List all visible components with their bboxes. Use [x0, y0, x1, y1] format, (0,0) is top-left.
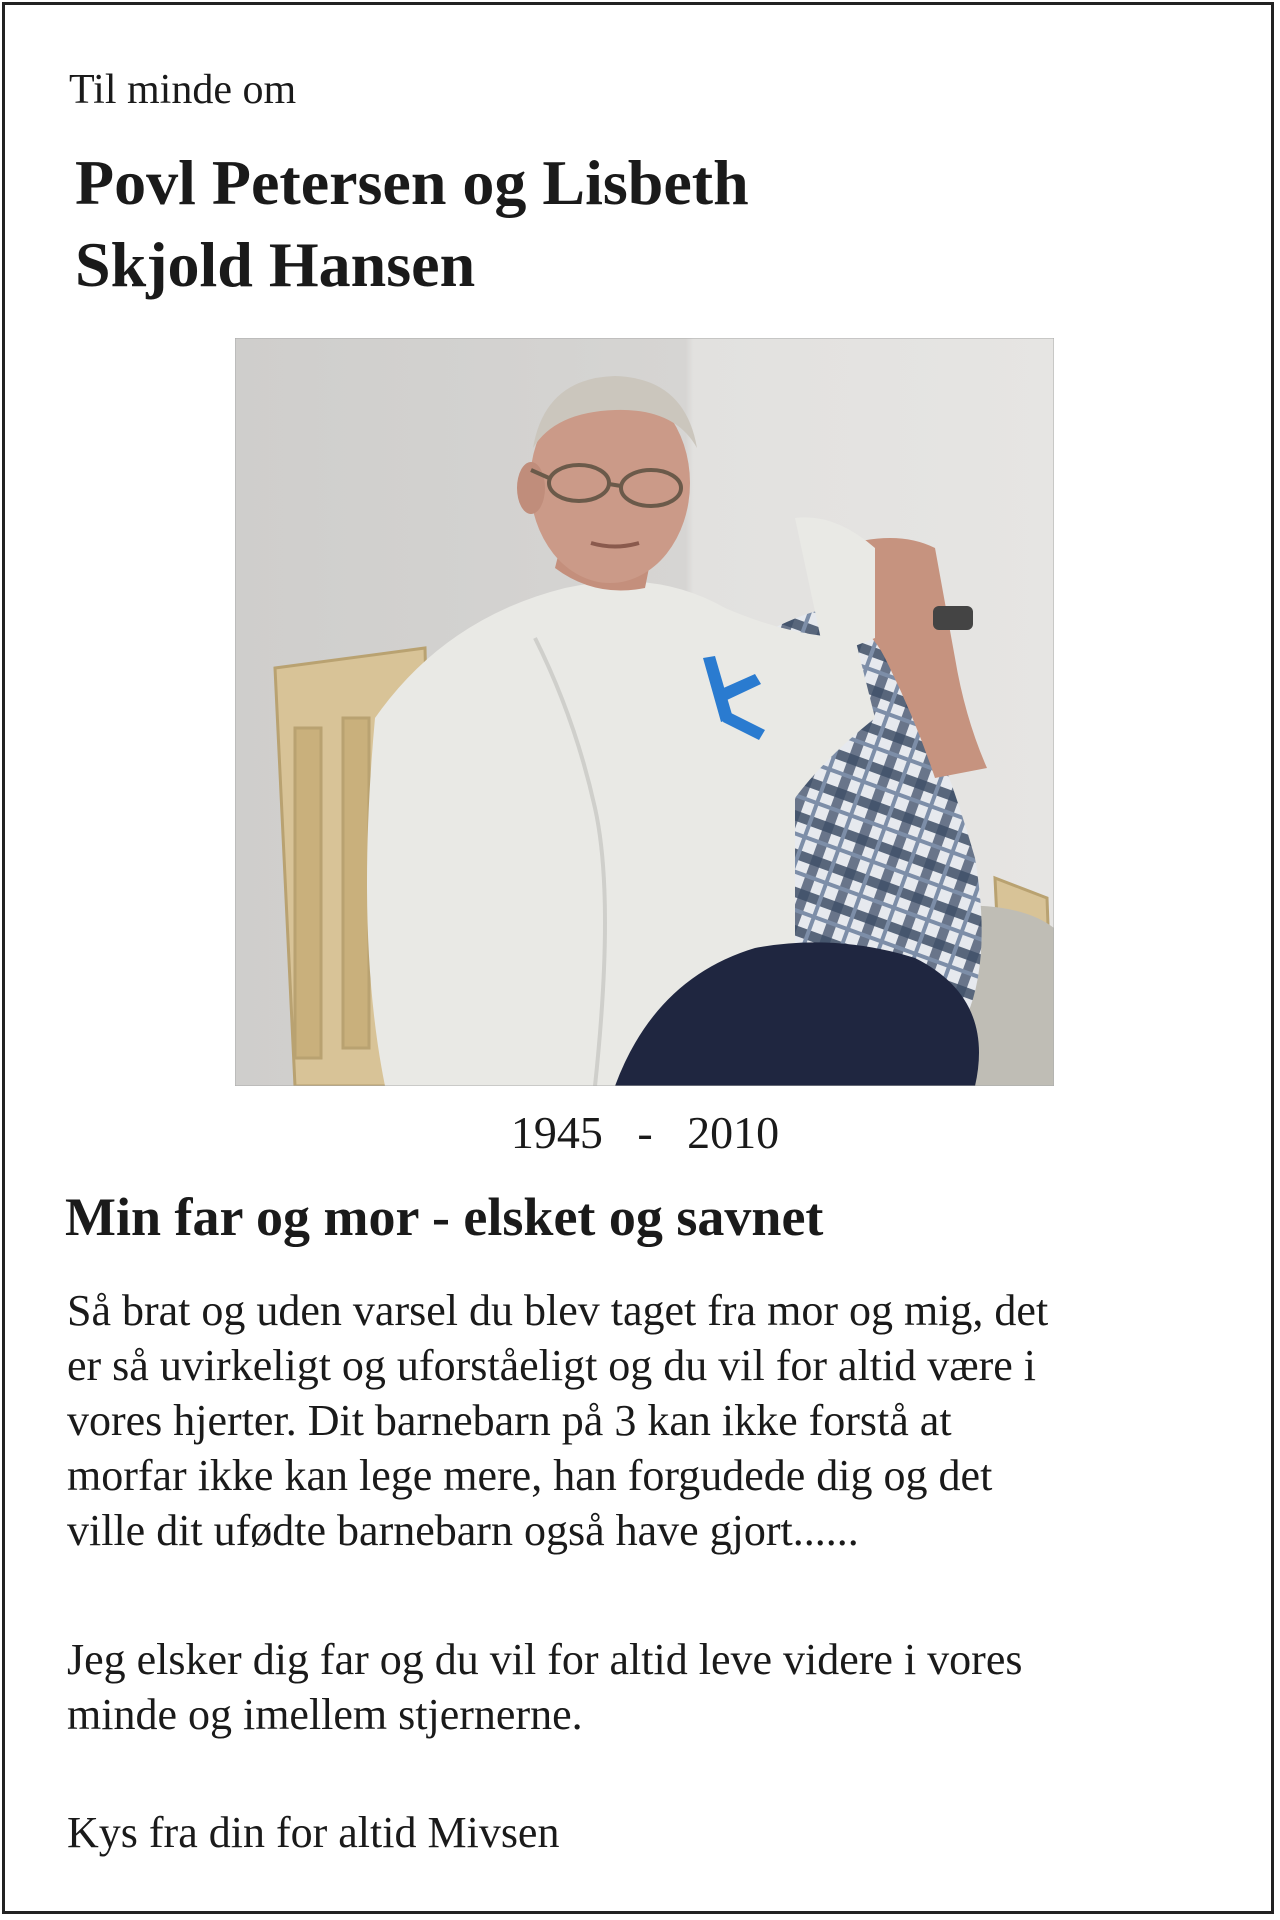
- life-years: 1945 - 2010: [510, 1107, 780, 1158]
- portrait-photo-icon: [235, 338, 1054, 1086]
- deceased-names: [75, 142, 749, 306]
- subtitle: Min far og mor - elsket og savnet: [65, 1187, 824, 1247]
- memorial-card: [2, 2, 1274, 1914]
- paragraph-1: [67, 1283, 1247, 1558]
- closing-line: [67, 1805, 1247, 1860]
- paragraph-1-line: vores hjerter. Dit barnebarn på 3 kan ikke forstå at: [67, 1396, 952, 1445]
- paragraph-1-line: ville dit ufødte barnebarn også have gjort......: [67, 1506, 859, 1555]
- paragraph-1-line: Så brat og uden varsel du blev taget fra mor og mig, det: [67, 1286, 1049, 1335]
- names-line-1: Povl Petersen og Lisbeth: [75, 147, 749, 218]
- paragraph-1-line: morfar ikke kan lege mere, han forgudede dig og det: [67, 1451, 993, 1500]
- paragraph-2: [67, 1632, 1247, 1742]
- paragraph-1-line: er så uvirkeligt og uforståeligt og du vil for altid være i: [67, 1341, 1037, 1390]
- portrait-photo: [235, 338, 1054, 1086]
- paragraph-2-line: minde og imellem stjernerne.: [67, 1690, 583, 1739]
- intro-text: Til minde om: [69, 67, 297, 113]
- names-line-2: Skjold Hansen: [75, 229, 476, 300]
- paragraph-2-line: Jeg elsker dig far og du vil for altid leve videre i vores: [67, 1635, 1023, 1684]
- closing-text: Kys fra din for altid Mivsen: [67, 1808, 560, 1857]
